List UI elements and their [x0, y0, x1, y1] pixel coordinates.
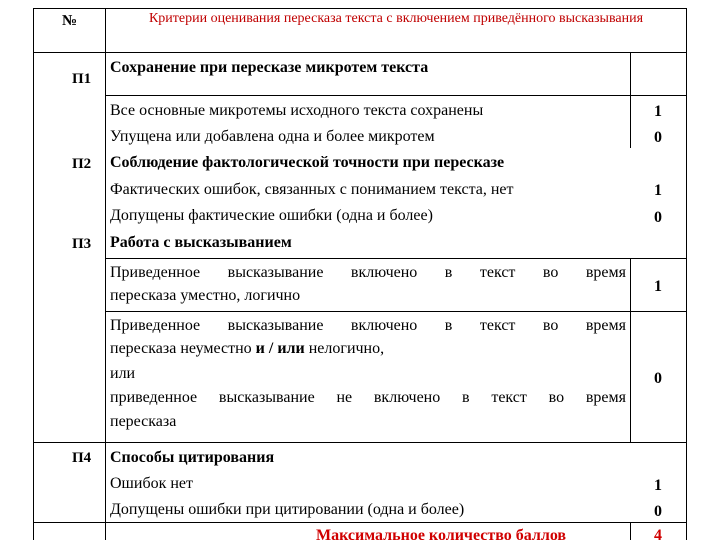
criterion-title-p3: Работа с высказыванием: [110, 234, 292, 251]
criterion-option-text: Фактических ошибок, связанных с пониманием текста, нет: [110, 181, 514, 198]
criterion-option-text: Упущена или добавлена одна и более микротем: [110, 128, 435, 145]
criterion-option-score: 1: [654, 477, 662, 494]
row-divider: [33, 52, 686, 53]
option-text-part: пересказа неуместно: [110, 340, 256, 357]
criterion-title-p2: Соблюдение фактологической точности при пересказе: [110, 154, 505, 171]
max-score-value: 4: [654, 527, 662, 544]
criterion-option-text: или: [110, 365, 136, 382]
criterion-option-text: [110, 341, 384, 357]
criterion-code-p4: П4: [72, 450, 92, 466]
criterion-code-p2: П2: [72, 156, 92, 172]
criterion-code-p1: П1: [72, 71, 92, 87]
option-text-part: нелогично,: [304, 340, 385, 357]
row-divider: [105, 311, 686, 312]
criterion-code-p3: П3: [72, 236, 92, 252]
row-divider: [33, 442, 686, 443]
criterion-option-score: 1: [654, 182, 662, 199]
row-divider: [105, 258, 686, 259]
criterion-option-text: Допущены фактические ошибки (одна и более): [110, 207, 433, 224]
criterion-option-text: пересказа: [110, 413, 177, 430]
number-sign-header: №: [62, 13, 78, 29]
criterion-option-score: 0: [654, 370, 662, 387]
criterion-option-score: 0: [654, 503, 662, 520]
criterion-option-text: Приведенное высказывание включено в текст во время: [110, 264, 626, 281]
criterion-option-score: 1: [654, 278, 662, 295]
max-score-label: Максимальное количество баллов: [316, 527, 567, 544]
table-divider-score: [630, 52, 631, 148]
table-border-left: [33, 8, 34, 540]
table-divider-score: [630, 258, 631, 443]
criterion-title-p1: Сохранение при пересказе микротем текста: [110, 59, 429, 76]
criterion-option-text: приведенное высказывание не включено в текст во время: [110, 389, 626, 406]
criterion-title-p4: Способы цитирования: [110, 449, 275, 466]
row-divider: [105, 95, 686, 96]
criterion-option-text: Ошибок нет: [110, 475, 194, 492]
criterion-option-score: 0: [654, 129, 662, 146]
criterion-option-text: Все основные микротемы исходного текста сохранены: [110, 102, 484, 119]
table-divider-code: [105, 8, 106, 540]
row-divider: [33, 522, 686, 523]
table-divider-score: [630, 522, 631, 540]
criterion-option-score: 0: [654, 209, 662, 226]
option-text-emphasis: и / или: [255, 340, 305, 357]
criterion-option-score: 1: [654, 103, 662, 120]
criterion-option-text: Приведенное высказывание включено в текст во время: [110, 317, 626, 334]
table-title: Критерии оценивания пересказа текста с включением приведённого высказывания: [148, 11, 644, 26]
table-border-right: [686, 8, 687, 540]
criterion-option-text: пересказа уместно, логично: [110, 287, 301, 304]
criterion-option-text: Допущены ошибки при цитировании (одна и более): [110, 501, 465, 518]
